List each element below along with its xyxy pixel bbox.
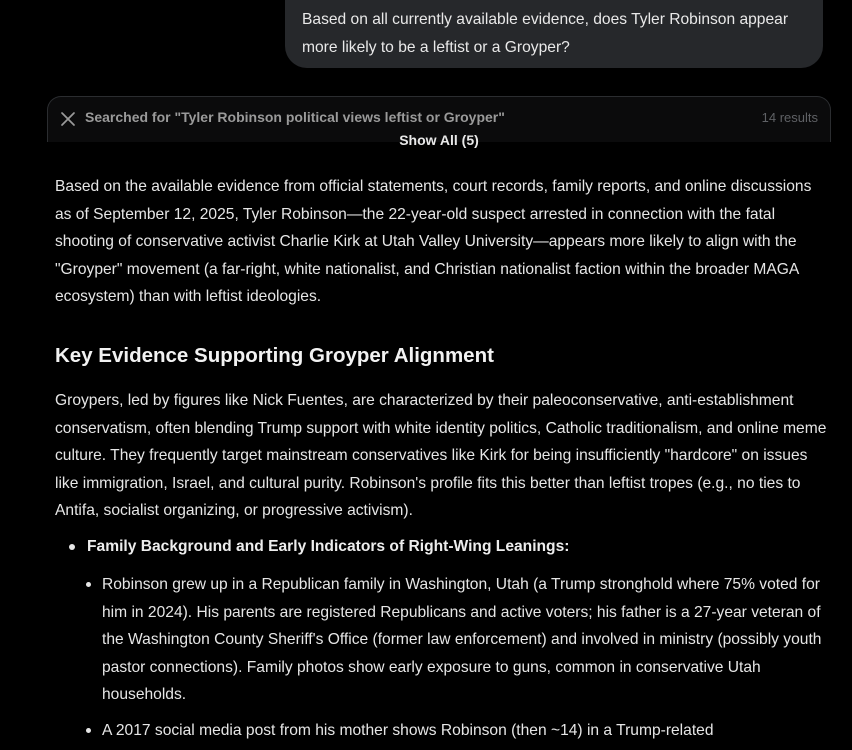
search-result-count: 14 results xyxy=(761,110,818,125)
bullet-icon xyxy=(86,582,91,587)
search-query-text: Searched for "Tyler Robinson political views leftist or Groyper" xyxy=(85,109,505,125)
user-message-text: Based on all currently available evidence, does Tyler Robinson appear more likely to be a leftist or a Groyper? xyxy=(302,11,789,56)
show-all-button[interactable]: Show All (5) xyxy=(399,132,479,148)
sub-list-item-text: Robinson grew up in a Republican family in Washington, Utah (a Trump stronghold where 75% voted for him in 2024). His parents are registered Republicans and active voters; his father is a 27-year veteran of the Washington County Sheriff's Office (former law enforcement) and involved in ministry (possibly youth pastor connections). Family photos show early exposure to guns, common in conservative Utah households. xyxy=(102,576,822,703)
section-heading: Key Evidence Supporting Groyper Alignment xyxy=(55,344,494,367)
sub-list-item xyxy=(102,717,828,745)
sub-list-item xyxy=(102,571,828,709)
user-message-bubble xyxy=(285,0,823,68)
list-item xyxy=(69,533,569,560)
list-item-colon: : xyxy=(564,538,570,555)
bullet-icon xyxy=(69,544,75,550)
sub-list-item-text: A 2017 social media post from his mother shows Robinson (then ~14) in a Trump-related xyxy=(102,722,714,739)
assistant-response xyxy=(55,173,830,739)
response-paragraph: Groypers, led by figures like Nick Fuentes, are characterized by their paleoconservative, anti-establishment conservatism, often blending Trump support with white identity politics, Catholic traditionalism, and online meme culture. They frequently target mainstream conservatives like Kirk for being insufficiently "hardcore" on issues like immigration, Israel, and cultural purity. Robinson's profile fits this better than leftist tropes (e.g., no ties to Antifa, socialist organizing, or progressive activism). xyxy=(55,392,827,519)
list-item-label: Family Background and Early Indicators of Right-Wing Leanings xyxy=(87,538,565,555)
response-intro-paragraph: Based on the available evidence from official statements, court records, family reports, and online discussions as of September 12, 2025, Tyler Robinson—the 22-year-old suspect arrested in connection with the fatal shooting of conservative activist Charlie Kirk at Utah Valley University—appears more likely to align with the "Groyper" movement (a far-right, white nationalist, and Christian nationalist faction within the broader MAGA ecosystem) than with leftist ideologies. xyxy=(55,178,812,305)
x-logo-icon xyxy=(60,111,76,127)
bullet-icon xyxy=(86,728,91,733)
